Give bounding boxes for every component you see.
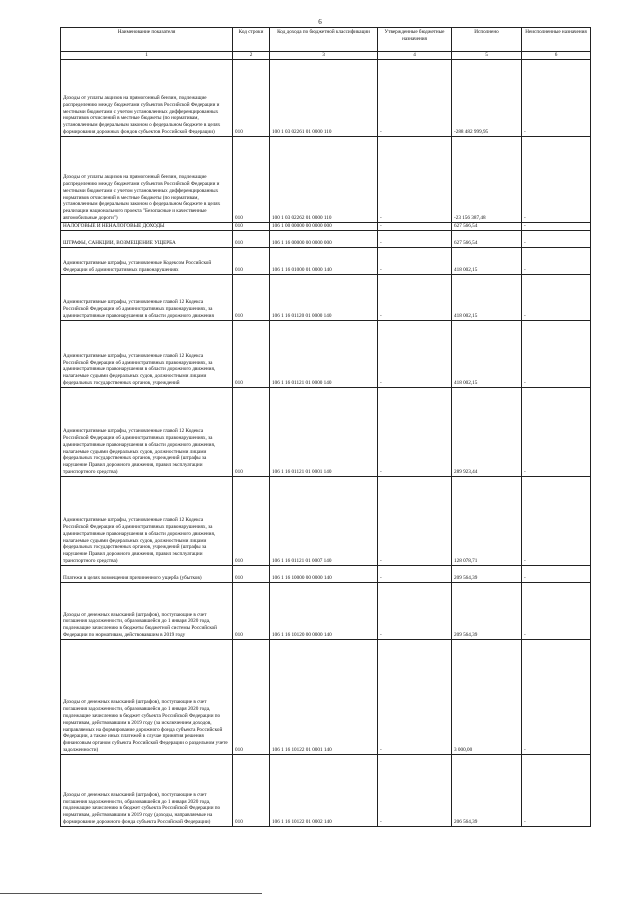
row-name: Доходы от денежных взысканий (штрафов), поступающие в счет погашения задолженности, образовавшейся до 1 января 2020 года, подлежащие зачислению в бюджет субъекта Российской Федерации по нормативам, действовавшим в 2019 году (доходы, направляемые на формирование дорожного фонда субъекта Российской Федерации): [61, 755, 233, 827]
row-exec: 128 078,71: [452, 477, 522, 566]
column-number: 6: [522, 52, 591, 60]
row-code: 010: [233, 477, 270, 566]
table-row: [61, 583, 591, 640]
revenue-table: [60, 27, 591, 827]
table-header-row: [61, 28, 591, 52]
row-code: 010: [233, 583, 270, 640]
row-name: ШТРАФЫ, САНКЦИИ, ВОЗМЕЩЕНИЕ УЩЕРБА: [61, 231, 233, 248]
row-kbk: 106 1 16 00000 00 0000 000: [270, 231, 378, 248]
row-plan: -: [378, 60, 452, 137]
row-plan: -: [378, 477, 452, 566]
table-row: [61, 321, 591, 388]
header-exec: Исполнено: [452, 28, 522, 52]
row-unexec: -: [522, 231, 591, 248]
row-code: 010: [233, 223, 270, 231]
column-number: 5: [452, 52, 522, 60]
row-plan: -: [378, 566, 452, 583]
row-kbk: 106 1 16 01121 01 0000 140: [270, 321, 378, 388]
row-kbk: 106 1 16 10000 00 0000 140: [270, 566, 378, 583]
row-kbk: 106 1 16 10122 01 0001 140: [270, 640, 378, 755]
table-row: [61, 477, 591, 566]
row-exec: 418 002,15: [452, 248, 522, 275]
row-exec: 289 923,44: [452, 388, 522, 477]
row-exec: 627 566,54: [452, 231, 522, 248]
row-exec: 418 002,15: [452, 321, 522, 388]
row-kbk: 100 1 03 02261 01 0000 110: [270, 60, 378, 137]
table-row: [61, 275, 591, 321]
footer-divider: [0, 893, 262, 894]
table-row: [61, 388, 591, 477]
page-number: 6: [318, 18, 322, 26]
row-plan: -: [378, 231, 452, 248]
row-exec: -288 482 999,95: [452, 60, 522, 137]
column-number: 4: [378, 52, 452, 60]
row-kbk: 106 1 16 10122 01 0002 140: [270, 755, 378, 827]
row-plan: -: [378, 755, 452, 827]
table-row: [61, 640, 591, 755]
table-row: [61, 223, 591, 231]
column-number-row: [61, 52, 591, 60]
column-number: 1: [61, 52, 233, 60]
row-exec: 3 000,00: [452, 640, 522, 755]
row-exec: 209 564,39: [452, 583, 522, 640]
table-row: [61, 231, 591, 248]
row-name: Доходы от денежных взысканий (штрафов), поступающие в счет погашения задолженности, образовавшейся до 1 января 2020 года, подлежащие зачислению в бюджеты бюджетной системы Российской Федерации по нормативам, действовавшим в 2019 году: [61, 583, 233, 640]
row-unexec: -: [522, 275, 591, 321]
row-unexec: -: [522, 755, 591, 827]
header-code: Код строки: [233, 28, 270, 52]
row-unexec: -: [522, 223, 591, 231]
row-code: 010: [233, 755, 270, 827]
row-name: НАЛОГОВЫЕ И НЕНАЛОГОВЫЕ ДОХОДЫ: [61, 223, 233, 231]
row-code: 010: [233, 566, 270, 583]
row-name: Платежи в целях возмещения причиненного ущерба (убытков): [61, 566, 233, 583]
row-kbk: 106 1 16 01120 01 0000 140: [270, 275, 378, 321]
row-unexec: -: [522, 60, 591, 137]
table-row: [61, 248, 591, 275]
column-number: 2: [233, 52, 270, 60]
row-plan: -: [378, 137, 452, 223]
row-name: Административные штрафы, установленные главой 12 Кодекса Российской Федерации об административных правонарушениях, за административные правонарушения в области дорожного движения: [61, 275, 233, 321]
header-name: Наименование показателя: [61, 28, 233, 52]
row-kbk: 106 1 16 10120 00 0000 140: [270, 583, 378, 640]
row-unexec: -: [522, 137, 591, 223]
row-unexec: -: [522, 640, 591, 755]
row-kbk: 106 1 16 01121 01 0001 140: [270, 388, 378, 477]
row-plan: -: [378, 388, 452, 477]
row-exec: -23 156 387,48: [452, 137, 522, 223]
row-kbk: 106 1 00 00000 00 0000 000: [270, 223, 378, 231]
row-code: 010: [233, 231, 270, 248]
row-kbk: 106 1 16 01121 01 0007 140: [270, 477, 378, 566]
row-name: Административные штрафы, установленные Кодексом Российской Федерации об административных правонарушениях: [61, 248, 233, 275]
row-code: 010: [233, 248, 270, 275]
row-plan: -: [378, 223, 452, 231]
row-code: 010: [233, 640, 270, 755]
row-plan: -: [378, 321, 452, 388]
row-code: 010: [233, 137, 270, 223]
column-number: 3: [270, 52, 378, 60]
row-code: 010: [233, 321, 270, 388]
row-kbk: 100 1 03 02262 01 0000 110: [270, 137, 378, 223]
row-exec: 209 564,39: [452, 566, 522, 583]
table-row: [61, 60, 591, 137]
row-unexec: -: [522, 388, 591, 477]
row-plan: -: [378, 248, 452, 275]
row-name: Административные штрафы, установленные главой 12 Кодекса Российской Федерации об административных правонарушениях, за административные правонарушения в области дорожного движения, налагаемые судьями федеральных судов, должностными лицами федеральных государственных органов, учреждений: [61, 321, 233, 388]
row-code: 010: [233, 60, 270, 137]
row-unexec: -: [522, 566, 591, 583]
row-code: 010: [233, 388, 270, 477]
row-name: Доходы от уплаты акцизов на прямогонный бензин, подлежащие распределению между бюджетами субъектов Российской Федерации и местными бюджетами с учетом установленных дифференцированных нормативов отчислений в местные бюджеты (по нормативам, установленным федеральным законом о федеральном бюджете в целях реализации национального проекта "Безопасные и качественные автомобильные дороги"): [61, 137, 233, 223]
row-exec: 206 564,39: [452, 755, 522, 827]
row-unexec: -: [522, 248, 591, 275]
row-unexec: -: [522, 583, 591, 640]
header-plan: Утвержденные бюджетные назначения: [378, 28, 452, 52]
row-code: 010: [233, 275, 270, 321]
row-kbk: 106 1 16 01000 01 0000 140: [270, 248, 378, 275]
row-exec: 627 566,54: [452, 223, 522, 231]
table-row: [61, 137, 591, 223]
row-name: Доходы от денежных взысканий (штрафов), поступающие в счет погашения задолженности, образовавшейся до 1 января 2020 года, подлежащие зачислению в бюджет субъекта Российской Федерации по нормативам, действовавшим в 2019 году (за исключением доходов, направляемых на формирование дорожного фонда субъекта Российской Федерации, а также иных платежей в случае принятия решения финансовым органом субъекта Российской Федерации о раздельном учете задолженности): [61, 640, 233, 755]
row-name: Административные штрафы, установленные главой 12 Кодекса Российской Федерации об административных правонарушениях, за административные правонарушения в области дорожного движения, налагаемые судьями федеральных судов, должностными лицами федеральных государственных органов, учреждений (штрафы за нарушение Правил дорожного движения, правил эксплуатации транспортного средства): [61, 388, 233, 477]
row-name: Административные штрафы, установленные главой 12 Кодекса Российской Федерации об административных правонарушениях, за административные правонарушения в области дорожного движения, налагаемые судьями федеральных судов, должностными лицами федеральных государственных органов, учреждений (штрафы за нарушение Правил дорожного движения, правил эксплуатации транспортного средства): [61, 477, 233, 566]
row-unexec: -: [522, 321, 591, 388]
row-plan: -: [378, 275, 452, 321]
row-plan: -: [378, 583, 452, 640]
row-name: Доходы от уплаты акцизов на прямогонный бензин, подлежащие распределению между бюджетами субъектов Российской Федерации и местными бюджетами с учетом установленных дифференцированных нормативов отчислений в местные бюджеты (по нормативам, установленным федеральным законом о федеральном бюджете в целях формирования дорожных фондов субъектов Российской Федерации): [61, 60, 233, 137]
header-kbk: Код дохода по бюджетной классификации: [270, 28, 378, 52]
header-unexec: Неисполненные назначения: [522, 28, 591, 52]
row-plan: -: [378, 640, 452, 755]
table-row: [61, 566, 591, 583]
row-exec: 418 002,15: [452, 275, 522, 321]
row-unexec: -: [522, 477, 591, 566]
table-row: [61, 755, 591, 827]
